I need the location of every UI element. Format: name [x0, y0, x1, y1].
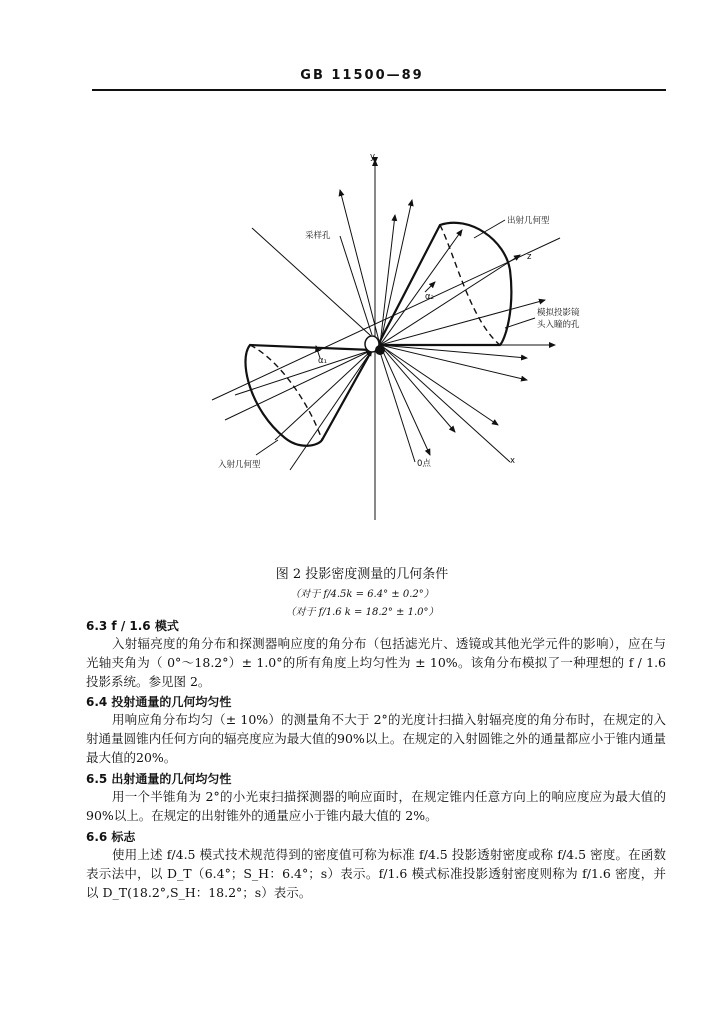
exit-cone — [378, 223, 511, 345]
section-heading: 6.5 出射通量的几何均匀性 — [86, 772, 232, 786]
section-6-3 — [86, 617, 666, 691]
label-z: z — [527, 252, 532, 262]
ray — [290, 350, 372, 470]
page-header: GB 11500—89 — [300, 68, 424, 83]
ray — [225, 350, 372, 420]
section-text: 入射辐亮度的角分布和探测器响应度的角分布（包括滤光片、透镜或其他光学元件的影响），应在与光轴夹角为（ 0°～18.2°）± 1.0°的所有角度上均匀性为 ± 10%。该角分布模拟了一种理想的 f / 1.6 投影系统。参见图 2。 — [86, 636, 666, 689]
figure-note-1: （对于 f/4.5k = 6.4° ± 0.2°） — [290, 589, 434, 600]
ray — [380, 345, 527, 380]
section-6-5 — [86, 770, 666, 825]
incident-cone — [245, 345, 372, 446]
label-origin: 0点 — [417, 459, 431, 469]
label-incident-geometry: 入射几何型 — [218, 460, 261, 470]
label-alpha1: α₁ — [318, 356, 328, 366]
origin-point — [375, 345, 385, 355]
label-x: x — [510, 456, 516, 466]
section-text: 用一个半锥角为 2°的小光束扫描探测器的响应面时，在规定锥内任意方向上的响应度应为最大值的90%以上。在规定的出射锥外的通量应小于锥内最大值的 2%。 — [86, 789, 666, 823]
label-lens-aperture-1: 模拟投影镜 — [537, 308, 580, 318]
section-heading: 6.3 f / 1.6 模式 — [86, 619, 179, 633]
label-aperture: 采样孔 — [305, 231, 331, 241]
origin-leader — [380, 352, 415, 462]
geometry-figure — [0, 140, 724, 560]
section-heading: 6.4 投射通量的几何均匀性 — [86, 695, 232, 709]
ray — [380, 345, 527, 358]
incident-leader — [256, 440, 278, 455]
header-rule — [92, 89, 666, 91]
section-text: 用响应角分布均匀（± 10%）的测量角不大于 2°的光度计扫描入射辐亮度的角分布时，在规定的入射通量圆锥内任何方向的辐亮度应为最大值的90%以上。在规定的入射圆锥之外的通量都应小于锥内通量最大值的20%。 — [86, 712, 666, 765]
figure-note-2: （对于 f/1.6 k = 18.2° ± 1.0°） — [285, 607, 439, 618]
figure-caption: 图 2 投影密度测量的几何条件 — [275, 567, 449, 582]
incident-cone-back — [250, 345, 322, 440]
section-6-4 — [86, 693, 666, 767]
label-exit-geometry: 出射几何型 — [507, 216, 550, 226]
exit-cone-back — [440, 225, 500, 345]
section-6-6 — [86, 828, 666, 902]
ray — [340, 190, 380, 345]
section-heading: 6.6 标志 — [86, 830, 136, 844]
label-alpha2: α₂ — [425, 292, 435, 302]
section-text: 使用上述 f/4.5 模式技术规范得到的密度值可称为标准 f/4.5 投影透射密度或称 f/4.5 密度。在函数表示法中，以 D_T（6.4°；S_H：6.4°；s）表示。f/1.6 模式标准投影透射密度则称为 f/1.6 密度，并以 D_T(18.2°,S_H：18.2°；s）表示。 — [86, 847, 666, 900]
label-y: y — [370, 152, 376, 162]
label-lens-aperture-2: 头入瞳的孔 — [537, 320, 580, 330]
